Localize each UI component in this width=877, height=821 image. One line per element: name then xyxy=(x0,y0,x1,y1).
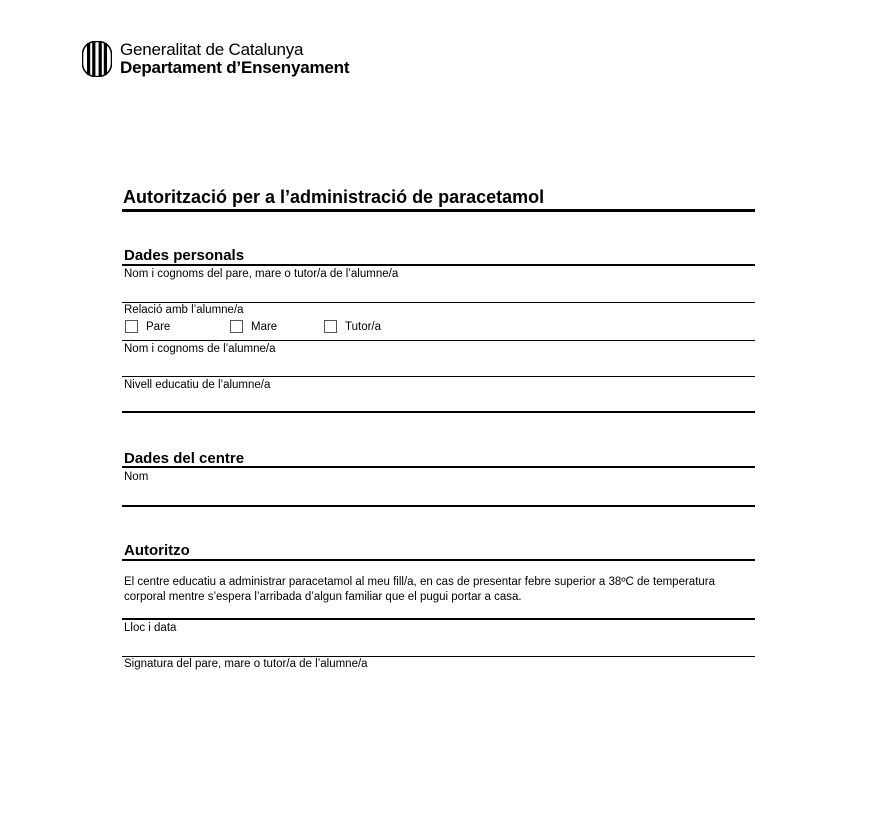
relation-label: Relació amb l’alumne/a xyxy=(124,304,244,316)
place-date-label: Lloc i data xyxy=(124,622,177,634)
personal-divider xyxy=(122,264,755,266)
option-pare[interactable] xyxy=(125,320,170,333)
option-pare-label: Pare xyxy=(146,320,171,333)
level-field[interactable] xyxy=(122,411,755,413)
authorization-text-line-2: corporal mentre s’espera l’arribada d’algun familiar que el pugui portar a casa. xyxy=(124,591,522,603)
section-heading-centre: Dades del centre xyxy=(124,450,245,467)
relation-divider xyxy=(122,340,755,341)
checkbox-mare[interactable] xyxy=(230,320,243,333)
checkbox-pare[interactable] xyxy=(125,320,138,333)
authorization-text-line-1: El centre educatiu a administrar paracetamol al meu fill/a, en cas de presentar febre superior a 38ºC de temperatura xyxy=(124,576,716,588)
place-date-field[interactable] xyxy=(122,656,755,657)
section-heading-authorize: Autoritzo xyxy=(124,542,190,559)
page-header xyxy=(82,41,349,77)
option-mare[interactable] xyxy=(230,320,277,333)
option-tutor[interactable] xyxy=(324,320,381,333)
generalitat-logo-icon xyxy=(82,41,112,77)
centre-name-label: Nom xyxy=(124,471,149,483)
centre-name-field[interactable] xyxy=(122,505,755,507)
student-name-field[interactable] xyxy=(122,376,755,377)
signature-label: Signatura del pare, mare o tutor/a de l’alumne/a xyxy=(124,658,368,670)
student-name-label: Nom i cognoms de l’alumne/a xyxy=(124,343,276,355)
org-line-2: Departament d’Ensenyament xyxy=(120,58,350,77)
centre-divider xyxy=(122,466,755,468)
section-heading-personal: Dades personals xyxy=(124,247,245,264)
option-tutor-label: Tutor/a xyxy=(345,320,382,333)
level-label: Nivell educatiu de l’alumne/a xyxy=(124,379,271,391)
title-divider xyxy=(122,209,755,212)
authorization-text-divider xyxy=(122,618,755,620)
org-line-1: Generalitat de Catalunya xyxy=(120,40,304,59)
organization-name xyxy=(120,41,349,77)
form-title: Autorització per a l’administració de paracetamol xyxy=(123,187,545,207)
authorize-divider xyxy=(122,559,755,561)
checkbox-tutor[interactable] xyxy=(324,320,337,333)
option-mare-label: Mare xyxy=(251,320,278,333)
parent-name-field[interactable] xyxy=(122,302,755,303)
parent-name-label: Nom i cognoms del pare, mare o tutor/a de l’alumne/a xyxy=(124,268,399,280)
authorization-text xyxy=(124,575,744,605)
